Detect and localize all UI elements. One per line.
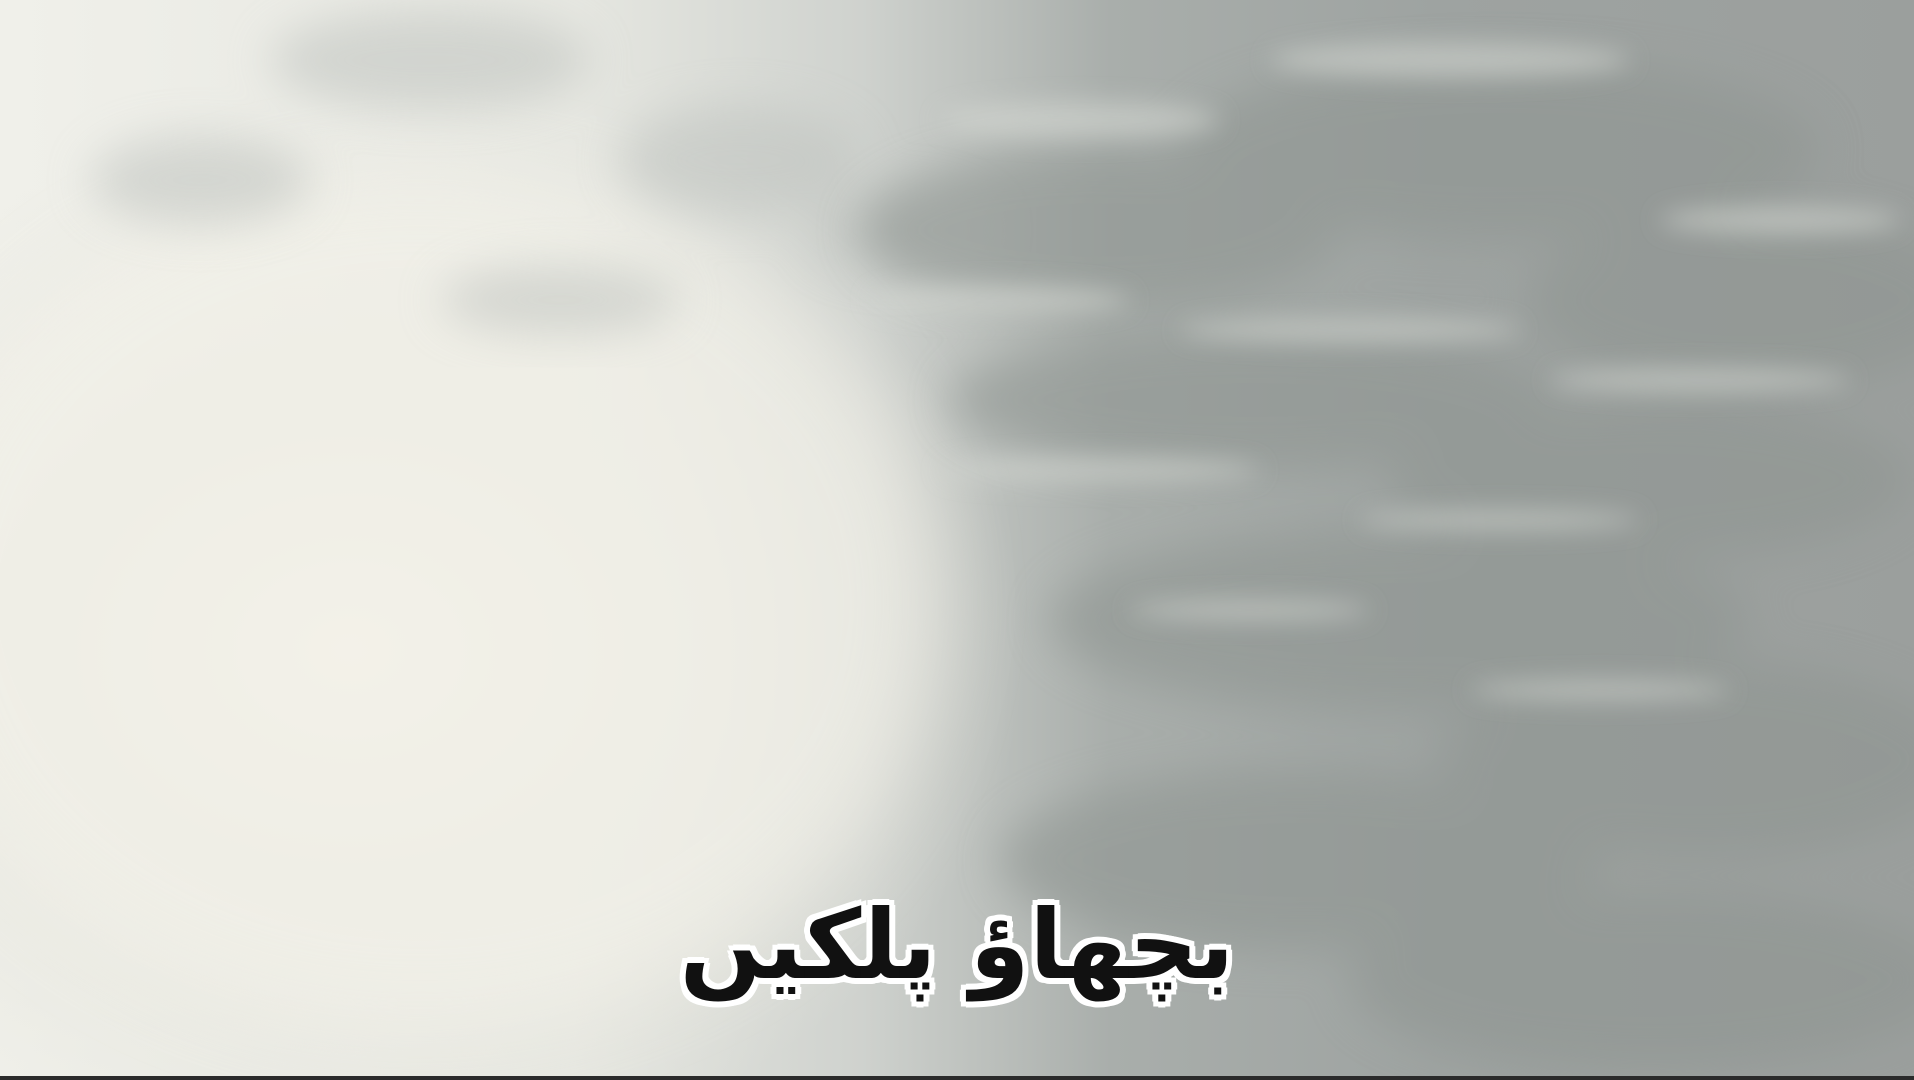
subtitle-caption: بچھاؤ پلکیں	[679, 889, 1235, 1001]
bottom-edge-bar	[0, 1076, 1914, 1080]
